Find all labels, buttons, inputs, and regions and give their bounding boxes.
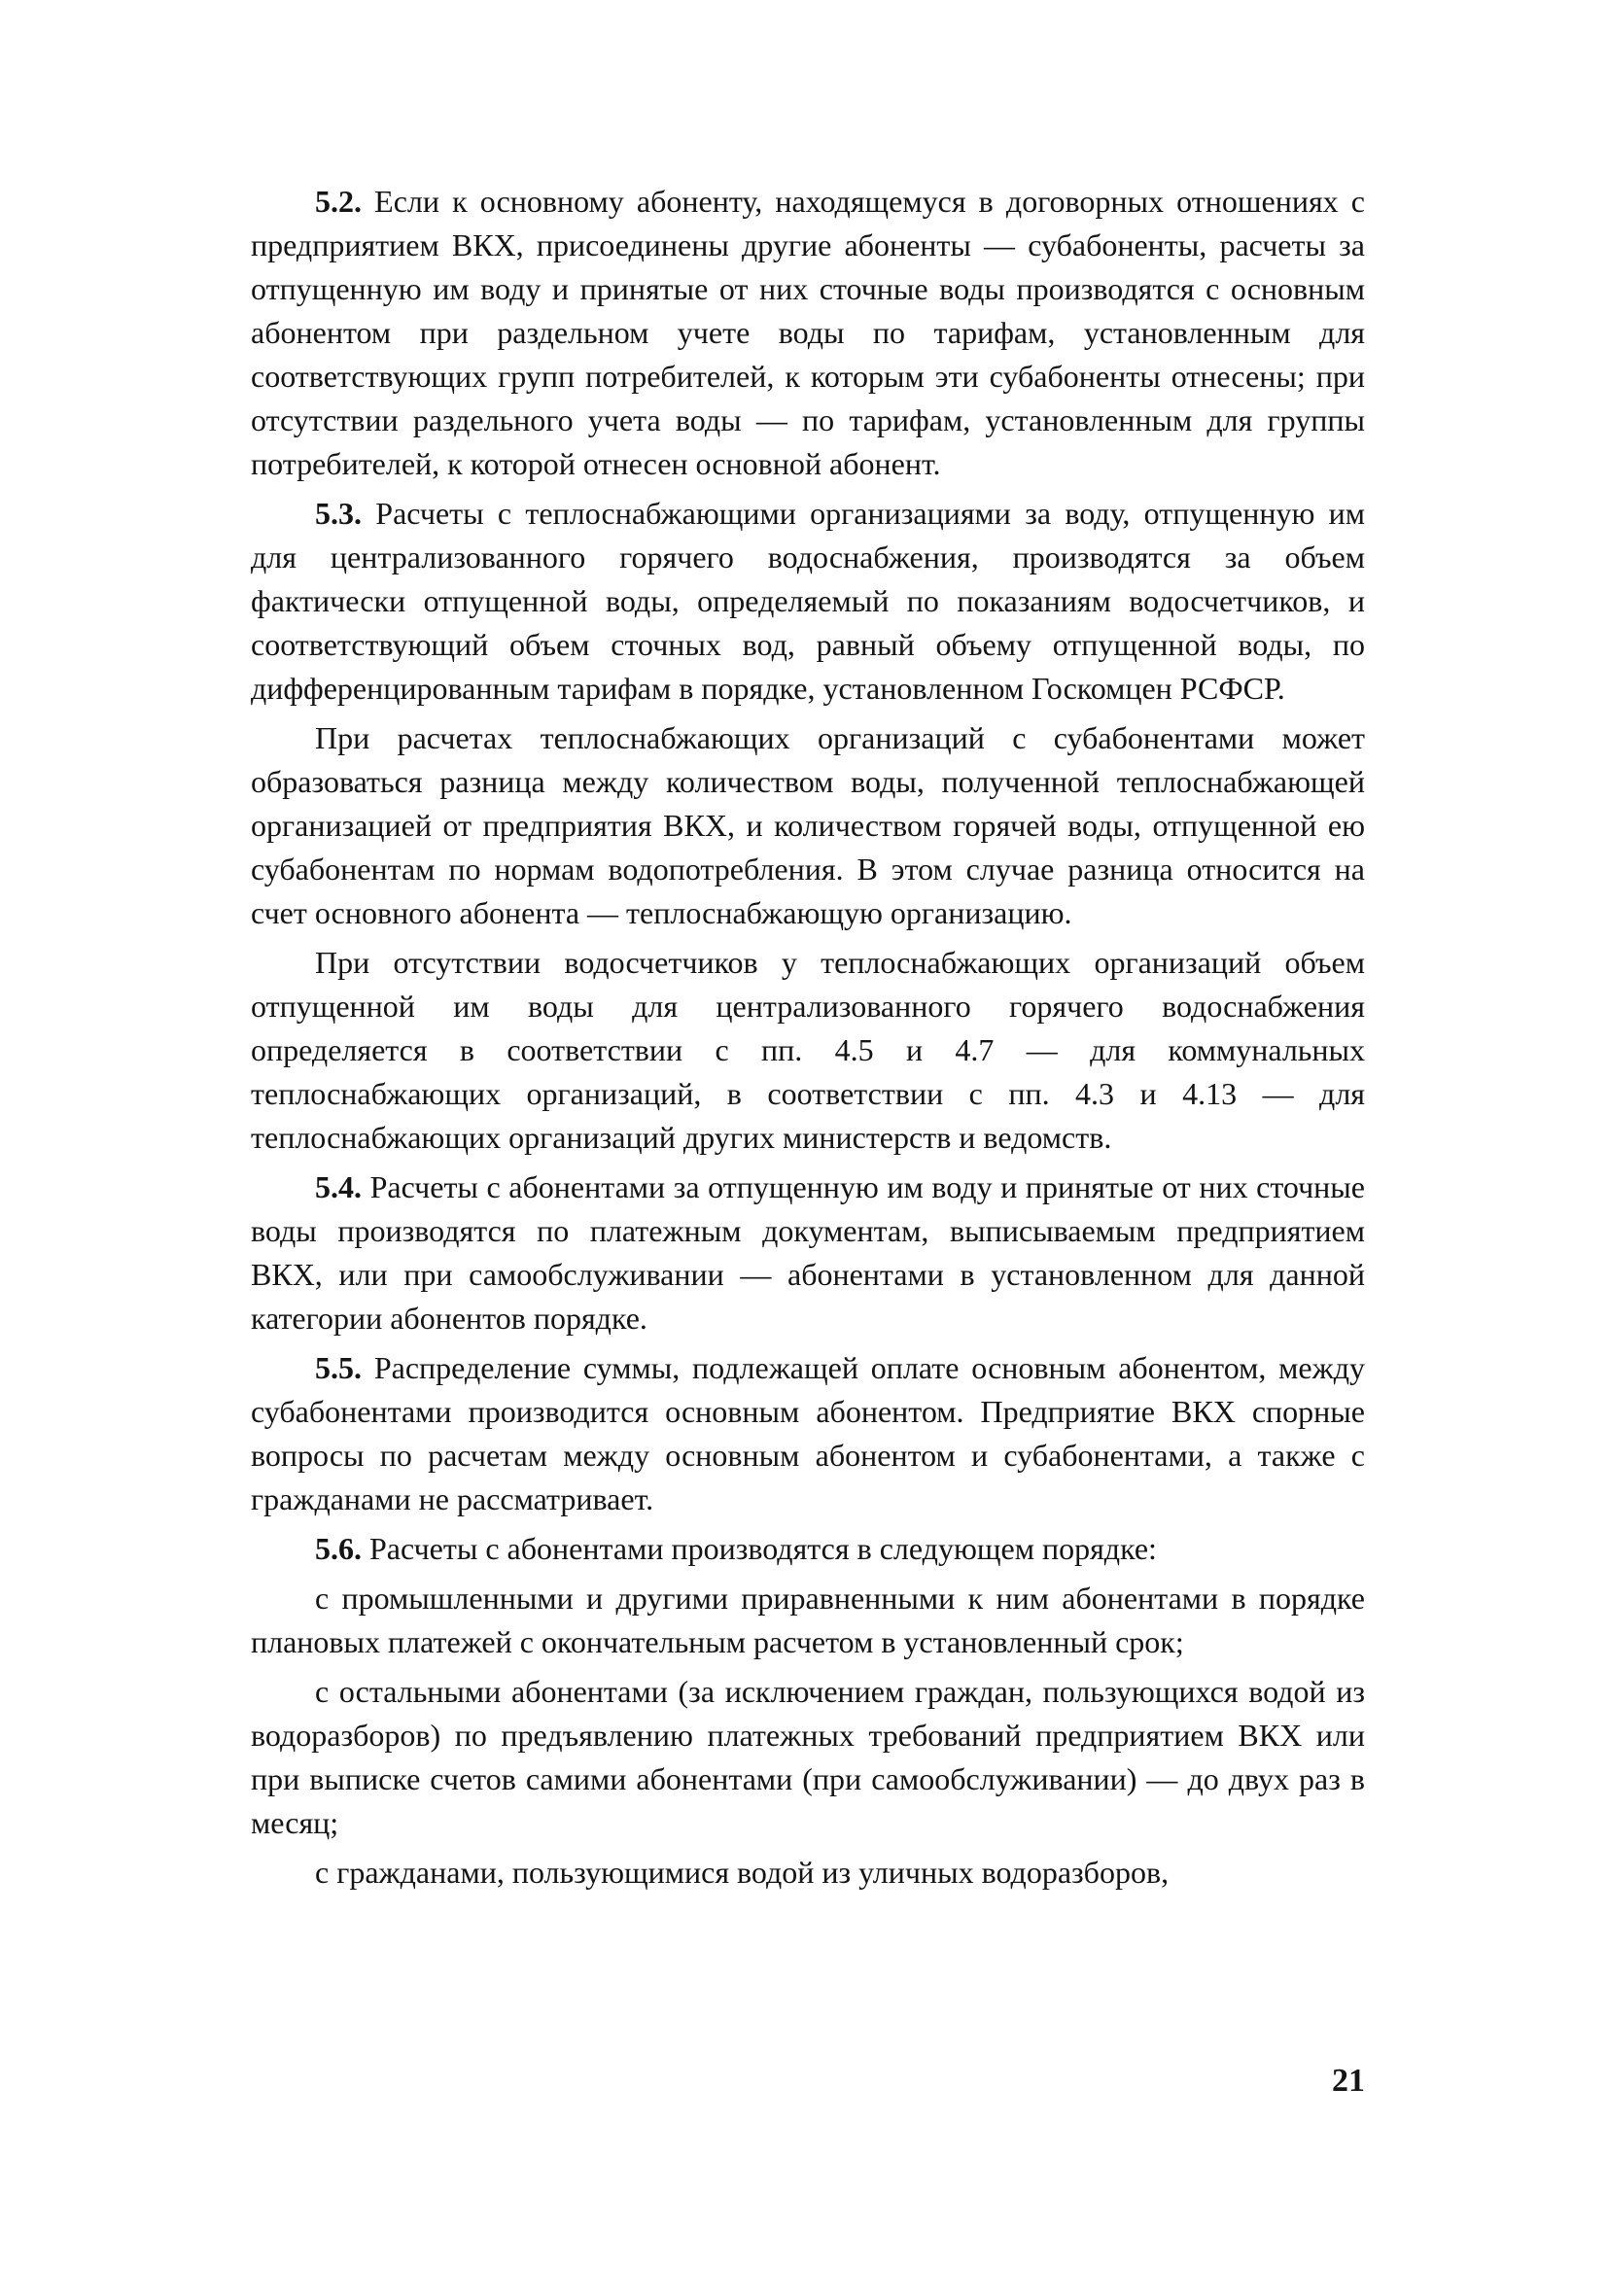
section-number: 5.4. — [315, 1169, 362, 1204]
page-number: 21 — [1332, 2063, 1365, 2099]
paragraph-text: Распределение суммы, подлежащей оплате основным абонентом, между субабонентами производится основным абонентом. Предприятие ВКХ спорные вопросы по расчетам между основным абонентом и субабонентами, а также с гражданами не рассматривает. — [251, 1350, 1366, 1516]
paragraph-citizens — [251, 1851, 1365, 1895]
paragraph-text: При расчетах теплоснабжающих организаций с субабонентами может образоваться разница между количеством воды, полученной теплоснабжающей организацией от предприятия ВКХ, и количеством горячей воды, отпущенной ею субабонентам по нормам водопотребления. В этом случае разница относится на счет основного абонента — теплоснабжающую организацию. — [251, 720, 1365, 930]
paragraph-text: Расчеты с абонентами производятся в следующем порядке: — [369, 1531, 1157, 1566]
section-number: 5.5. — [315, 1350, 362, 1385]
paragraph-other-subscribers — [251, 1670, 1365, 1845]
paragraph-5-5 — [251, 1346, 1365, 1521]
section-number: 5.3. — [315, 496, 362, 531]
paragraph-5-3 — [251, 492, 1365, 711]
paragraph-5-2 — [251, 180, 1365, 486]
paragraph-text: При отсутствии водосчетчиков у теплоснабжающих организаций объем отпущенной им воды для централизованного горячего водоснабжения определяется в соответствии с пп. 4.5 и 4.7 — для коммунальных теплоснабжающих организаций, в соответствии с пп. 4.3 и 4.13 — для теплоснабжающих организаций других министерств и ведомств. — [251, 945, 1365, 1155]
paragraph-text: Расчеты с теплоснабжающими организациями за воду, отпущенную им для централизованного горячего водоснабжения, производятся за объем фактически отпущенной воды, определяемый по показаниям водосчетчиков, и соответствующий объем сточных вод, равный объему отпущенной воды, по дифференцированным тарифам в порядке, установленном Госкомцен РСФСР. — [251, 496, 1366, 706]
paragraph-industrial-subscribers — [251, 1577, 1365, 1664]
paragraph-5-4 — [251, 1165, 1365, 1340]
section-number: 5.6. — [315, 1531, 362, 1566]
paragraph-subscriber-difference — [251, 716, 1365, 935]
body-text — [251, 180, 1365, 1900]
paragraph-5-6 — [251, 1527, 1365, 1571]
paragraph-text: Расчеты с абонентами за отпущенную им воду и принятые от них сточные воды производятся по платежным документам, выписываемым предприятием ВКХ, или при самообслуживании — абонентами в установленном для данной категории абонентов порядке. — [251, 1169, 1366, 1336]
paragraph-text: с промышленными и другими приравненными к ним абонентами в порядке плановых платежей с окончательным расчетом в установленный срок; — [251, 1581, 1365, 1659]
section-number: 5.2. — [315, 184, 362, 219]
paragraph-text: с остальными абонентами (за исключением граждан, пользующихся водой из водоразборов) по предъявлению платежных требований предприятием ВКХ или при выписке счетов самими абонентами (при самообслуживании) — до двух раз в месяц; — [251, 1674, 1365, 1840]
paragraph-text: Если к основному абоненту, находящемуся в договорных отношениях с предприятием ВКХ, присоединены другие абоненты — субабоненты, расчеты за отпущенную им воду и принятые от них сточные воды производятся с основным абонентом при раздельном учете воды по тарифам, установленным для соответствующих групп потребителей, к которым эти субабоненты отнесены; при отсутствии раздельного учета воды — по тарифам, установленным для группы потребителей, к которой отнесен основной абонент. — [251, 184, 1366, 481]
paragraph-no-meters — [251, 941, 1365, 1160]
paragraph-text: с гражданами, пользующимися водой из уличных водоразборов, — [315, 1855, 1170, 1890]
